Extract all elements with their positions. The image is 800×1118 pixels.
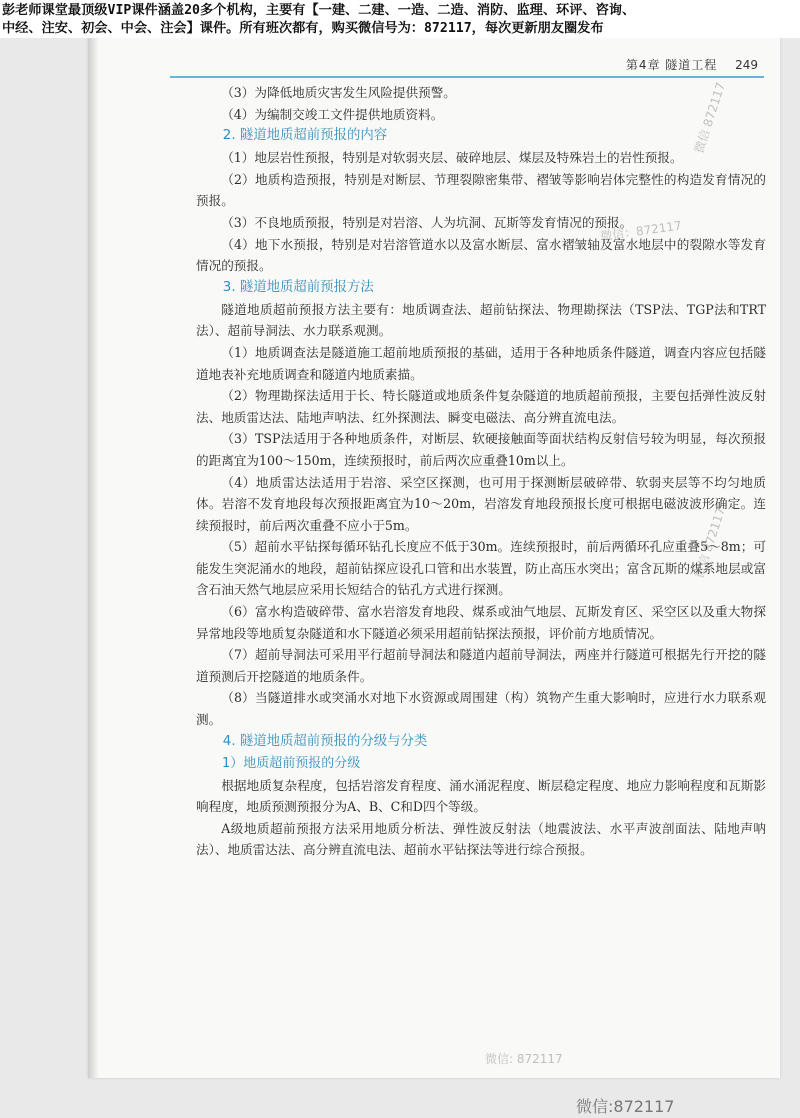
chapter-title: 第4章 隧道工程 [625,58,718,72]
paragraph: （8）当隧道排水或突涌水对地下水资源或周围建（构）筑物产生重大影响时，应进行水力联系观测。 [196,690,766,728]
paragraph: （4）地下水预报，特别是对岩溶管道水以及富水断层、富水褶皱轴及富水地层中的裂隙水等发育情况的预报。 [196,236,766,274]
section-heading: 2. 隧道地质超前预报的内容 [222,128,388,144]
paragraph: （1）地质调查法是隧道施工超前地质预报的基础，适用于各种地质条件隧道，调查内容应包括隧道地表补充地质调查和隧道内地质素描。 [196,344,766,382]
header-rule [170,76,764,78]
paragraph: （5）超前水平钻探每循环钻孔长度应不低于30m。连续预报时，前后两循环孔应重叠5～8m；可能发生突泥涌水的地段，超前钻探应设孔口管和出水装置，防止高压水突出；富含瓦斯的煤系地层或富含石油天然气地层应采用长短结合的钻孔方式进行探测。 [196,539,766,598]
page-header [508,56,758,73]
watermark-side: 微信 872117 [691,80,728,155]
banner-line-2: 中经、注安、初会、中会、注会】课件。所有班次都有，购买微信号为：872117，每次更新朋友圈发布 [2,21,604,36]
top-banner [0,0,800,38]
paragraph: （1）地层岩性预报，特别是对软弱夹层、破碎地层、煤层及特殊岩土的岩性预报。 [221,150,683,166]
paragraph: 根据地质复杂程度，包括岩溶发育程度、涌水涌泥程度、断层稳定程度、地应力影响程度和瓦斯影响程度，地质预测预报分为A、B、C和D四个等级。 [196,777,766,815]
paragraph: （3）为降低地质灾害发生风险提供预警。 [221,85,456,100]
paragraph: （3）不良地质预报，特别是对岩溶、人为坑洞、瓦斯等发育情况的预报。 [221,214,633,230]
paragraph: （3）TSP法适用于各种地质条件，对断层、软硬接触面等面状结构反射信号较为明显，每次预报的距离宜为100～150m，连续预报时，前后两次应重叠10m以上。 [196,431,766,468]
watermark-bottom: 微信:872117 [576,1097,675,1116]
page-spine [88,38,98,1078]
page-content [196,82,766,861]
paragraph: （6）富水构造破碎带、富水岩溶发育地段、煤系或油气地层、瓦斯发育区、采空区以及重大物探异常地段等地质复杂隧道和水下隧道必须采用超前钻探法预报，评价前方地质情况。 [196,604,766,641]
page-number: 249 [735,58,758,72]
paragraph: 隧道地质超前预报方法主要有：地质调查法、超前钻探法、物理勘探法（TSP法、TGP法和TRT法）、超前导洞法、水力联系观测。 [196,301,766,339]
paragraph: （4）地质雷达法适用于岩溶、采空区探测，也可用于探测断层破碎带、软弱夹层等不均匀地质体。岩溶不发育地段每次预报距离宜为10～20m，岩溶发育地段预报长度可根据电磁波波形确定。连续预报时，前后两次重叠不应小于5m。 [196,474,766,533]
paragraph: （7）超前导洞法可采用平行超前导洞法和隧道内超前导洞法，两座并行隧道可根据先行开挖的隧道预测后开挖隧道的地质条件。 [196,647,766,684]
paragraph: （4）为编制交竣工文件提供地质资料。 [221,106,444,122]
subsection-heading: 1）地质超前预报的分级 [222,755,361,771]
section-heading: 3. 隧道地质超前预报方法 [222,279,374,295]
watermark-mid: 微信：872117 [599,218,683,244]
banner-line-1: 彭老师课堂最顶级VIP课件涵盖20多个机构，主要有【一建、二建、一造、二造、消防、监理、环评、咨询、 [2,3,636,18]
paragraph: （2）物理勘探法适用于长、特长隧道或地质条件复杂隧道的地质超前预报，主要包括弹性波反射法、地质雷达法、陆地声呐法、红外探测法、瞬变电磁法、高分辨直流电法。 [196,388,766,425]
book-page [88,38,780,1078]
paragraph: （2）地质构造预报，特别是对断层、节理裂隙密集带、褶皱等影响岩体完整性的构造发育情况的预报。 [196,171,766,209]
paragraph: A级地质超前预报方法采用地质分析法、弹性波反射法（地震波法、水平声波剖面法、陆地声呐法）、地质雷达法、高分辨直流电法、超前水平钻探法等进行综合预报。 [196,820,766,858]
section-heading: 4. 隧道地质超前预报的分级与分类 [222,733,428,749]
watermark-bottom-faint: 微信: 872117 [485,1052,563,1066]
watermark-side-lower: 微信 872117 [691,505,728,580]
